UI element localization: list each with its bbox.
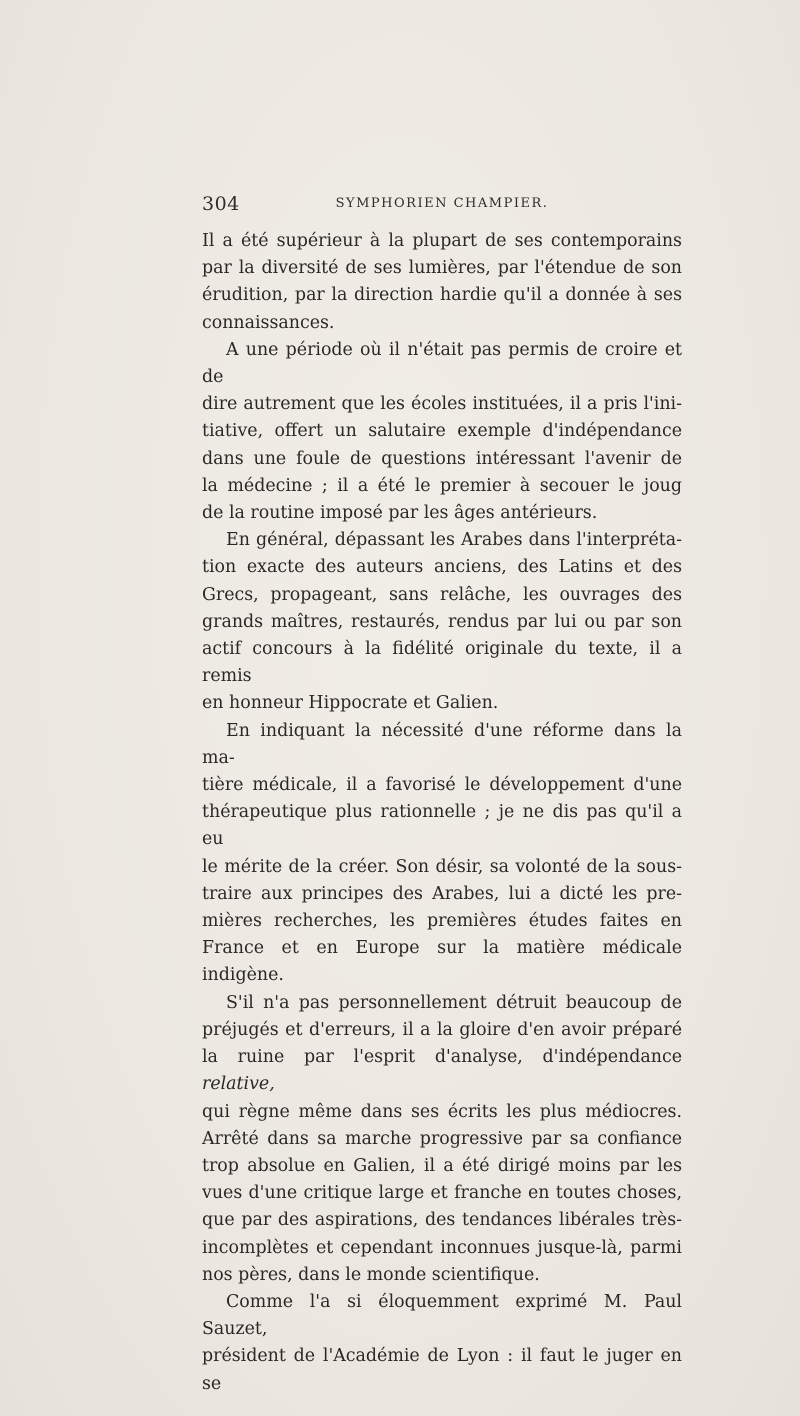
text-line: érudition, par la direction hardie qu'il a donnée à ses — [202, 285, 682, 306]
text-line: tière médicale, il a favorisé le développement d'une — [202, 775, 682, 796]
text-line: la médecine ; il a été le premier à secouer le joug — [202, 475, 682, 496]
text-line: dire autrement que les écoles instituées, il a pris l'ini- — [202, 394, 682, 415]
text-fragment: la ruine par l'esprit d'analyse, d'indépendance — [202, 1047, 682, 1068]
text-line: par la diversité de ses lumières, par l'étendue de son — [202, 258, 682, 279]
page-number: 304 — [202, 193, 240, 215]
text-line: Arrêté dans sa marche progressive par sa confiance — [202, 1128, 682, 1149]
text-line — [202, 1044, 682, 1098]
text-line: traire aux principes des Arabes, lui a dicté les pre- — [202, 883, 682, 904]
text-line: grands maîtres, restaurés, rendus par lui ou par son — [202, 611, 682, 632]
paragraph — [202, 718, 682, 990]
text-line: connaissances. — [202, 312, 335, 333]
paragraph — [202, 1289, 682, 1398]
text-line: que par des aspirations, des tendances libérales très- — [202, 1210, 682, 1231]
paragraph — [202, 990, 682, 1289]
paragraph — [202, 228, 682, 337]
text-line: Il a été supérieur à la plupart de ses contemporains — [202, 231, 682, 251]
page-header — [202, 193, 682, 221]
text-line: Grecs, propageant, sans relâche, les ouvrages des — [202, 584, 682, 605]
text-line: Comme l'a si éloquemment exprimé M. Paul Sauzet, — [202, 1291, 682, 1340]
text-line: En indiquant la nécessité d'une réforme dans la ma- — [202, 720, 682, 768]
text-line: dans une foule de questions intéressant l'avenir de — [202, 448, 682, 469]
text-line: vues d'une critique large et franche en toutes choses, — [202, 1183, 682, 1204]
text-line: nos pères, dans le monde scientifique. — [202, 1264, 540, 1285]
body-text — [202, 228, 682, 1398]
text-line: trop absolue en Galien, il a été dirigé moins par les — [202, 1155, 682, 1176]
text-line: France et en Europe sur la matière médicale indigène. — [202, 938, 682, 986]
text-line: tion exacte des auteurs anciens, des Latins et des — [202, 557, 682, 578]
text-line: mières recherches, les premières études faites en — [202, 911, 682, 932]
italic-word: relative, — [202, 1074, 275, 1095]
text-line: le mérite de la créer. Son désir, sa volonté de la sous- — [202, 856, 682, 877]
text-line: En général, dépassant les Arabes dans l'interpréta- — [226, 530, 682, 551]
text-line: en honneur Hippocrate et Galien. — [202, 693, 499, 714]
text-line: président de l'Académie de Lyon : il faut le juger en se — [202, 1346, 682, 1394]
text-line: tiative, offert un salutaire exemple d'indépendance — [202, 421, 682, 442]
text-line: actif concours à la fidélité originale du texte, il a remis — [202, 639, 682, 687]
running-head: SYMPHORIEN CHAMPIER. — [335, 196, 549, 211]
text-line: qui règne même dans ses écrits les plus médiocres. — [202, 1101, 682, 1122]
text-line: S'il n'a pas personnellement détruit beaucoup de — [226, 992, 682, 1013]
text-line: incomplètes et cependant inconnues jusque-là, parmi — [202, 1237, 682, 1258]
paragraph — [202, 527, 682, 717]
text-line: de la routine imposé par les âges antérieurs. — [202, 503, 598, 524]
text-line: préjugés et d'erreurs, il a la gloire d'en avoir préparé — [202, 1019, 682, 1040]
paragraph — [202, 337, 682, 527]
text-line: A une période où il n'était pas permis de croire et de — [202, 339, 682, 388]
text-line: thérapeutique plus rationnelle ; je ne dis pas qu'il a eu — [202, 802, 682, 850]
